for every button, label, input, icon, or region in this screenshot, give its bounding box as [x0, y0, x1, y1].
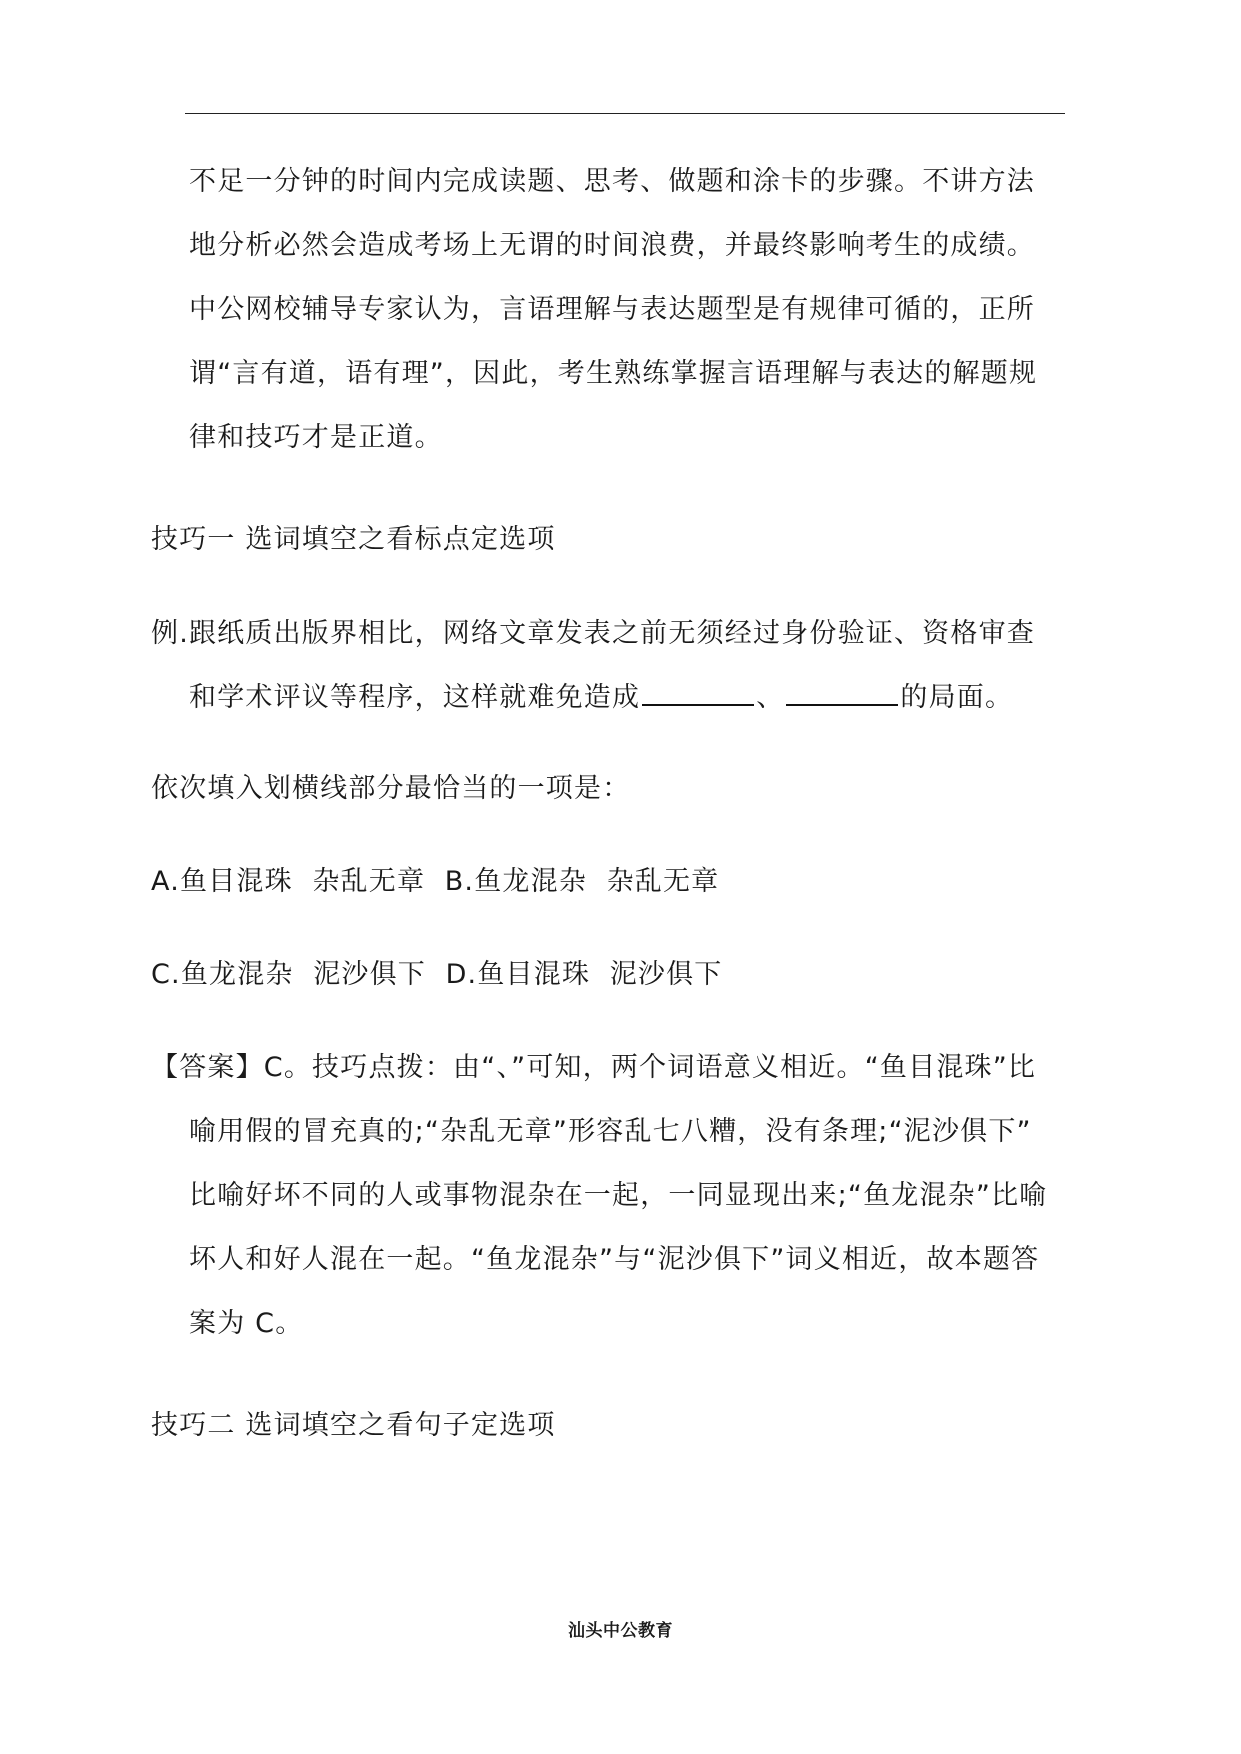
example-text-mid: 、: [756, 682, 785, 713]
example-line-1: 例.跟纸质出版界相比，网络文章发表之前无须经过身份验证、资格审查: [151, 618, 1035, 649]
header-rule: [185, 113, 1065, 114]
intro-line: 谓“言有道，语有理”，因此，考生熟练掌握言语理解与表达的解题规: [189, 358, 1038, 389]
example-text-after: 的局面。: [900, 682, 1014, 713]
section-heading-1: 技巧一 选词填空之看标点定选项: [151, 524, 556, 555]
fill-blank-2: [786, 680, 898, 706]
example-question: [151, 602, 1035, 730]
answer-line: 【答案】C。技巧点拨：由“、”可知，两个词语意义相近。“鱼目混珠”比: [151, 1052, 1037, 1083]
page-footer: 汕头中公教育: [568, 1621, 673, 1641]
answer-line: 案为 C。: [189, 1308, 304, 1339]
instruction: 依次填入划横线部分最恰当的一项是：: [151, 773, 631, 804]
example-line-2: [151, 666, 1035, 730]
intro-paragraph: [189, 150, 1037, 470]
answer-paragraph: [151, 1036, 1047, 1356]
intro-line: 地分析必然会造成考场上无谓的时间浪费，并最终影响考生的成绩。: [189, 230, 1035, 261]
option-row-2: C.鱼龙混杂 泥沙俱下 D.鱼目混珠 泥沙俱下: [151, 959, 723, 990]
section-heading-2: 技巧二 选词填空之看句子定选项: [151, 1410, 556, 1441]
answer-line: 坏人和好人混在一起。“鱼龙混杂”与“泥沙俱下”词义相近，故本题答: [189, 1244, 1040, 1275]
intro-line: 中公网校辅导专家认为，言语理解与表达题型是有规律可循的，正所: [189, 294, 1035, 325]
fill-blank-1: [642, 680, 754, 706]
answer-line: 比喻好坏不同的人或事物混杂在一起，一同显现出来;“鱼龙混杂”比喻: [189, 1180, 1048, 1211]
option-row-1: A.鱼目混珠 杂乱无章 B.鱼龙混杂 杂乱无章: [151, 866, 720, 897]
intro-line: 律和技巧才是正道。: [189, 422, 443, 453]
intro-line: 不足一分钟的时间内完成读题、思考、做题和涂卡的步骤。不讲方法: [189, 166, 1035, 197]
answer-line: 喻用假的冒充真的;“杂乱无章”形容乱七八糟，没有条理;“泥沙俱下”: [189, 1116, 1032, 1147]
example-text-before: 和学术评议等程序，这样就难免造成: [189, 682, 641, 713]
